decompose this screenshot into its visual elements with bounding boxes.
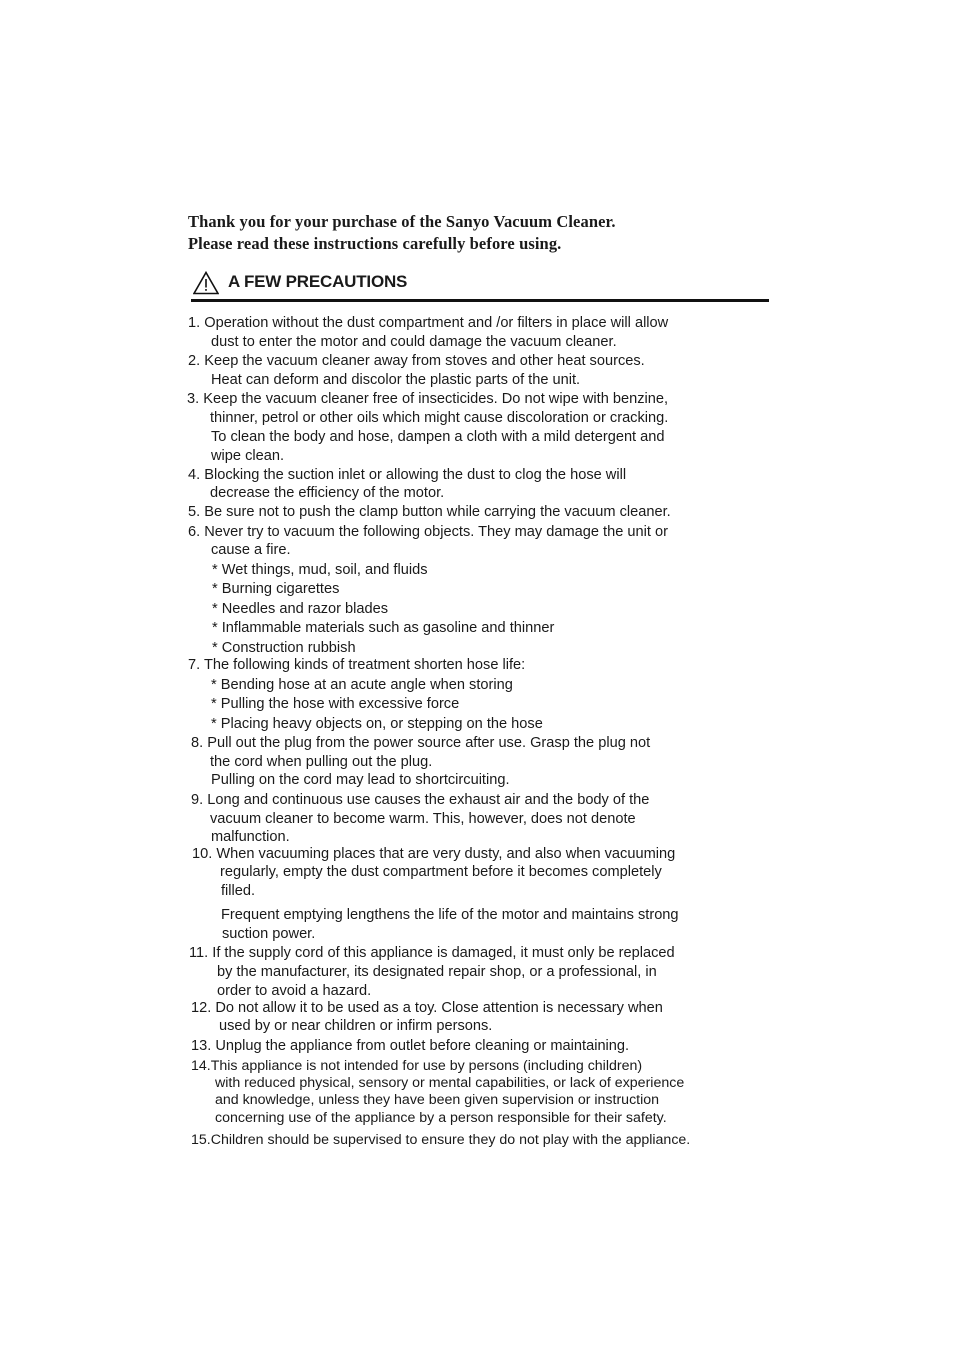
list-item: 1. Operation without the dust compartment and /or filters in place will allow [188, 315, 669, 331]
list-item: * Bending hose at an acute angle when storing [211, 677, 513, 693]
list-item: * Pulling the hose with excessive force [211, 696, 460, 712]
list-item: 8. Pull out the plug from the power source after use. Grasp the plug not [191, 735, 651, 751]
list-item: concerning use of the appliance by a person responsible for their safety. [215, 1110, 667, 1126]
list-item: 15.Children should be supervised to ensure they do not play with the appliance. [191, 1132, 691, 1148]
list-item: 4. Blocking the suction inlet or allowing the dust to clog the hose will [188, 467, 627, 483]
section-title: A FEW PRECAUTIONS [228, 272, 408, 291]
list-item: * Wet things, mud, soil, and fluids [212, 562, 428, 578]
list-item: suction power. [222, 926, 316, 942]
list-item: malfunction. [211, 829, 290, 845]
list-item: the cord when pulling out the plug. [210, 754, 433, 770]
list-item: regularly, empty the dust compartment before it becomes completely [220, 864, 662, 880]
list-item: order to avoid a hazard. [217, 983, 372, 999]
list-item: cause a fire. [211, 542, 291, 558]
heading-divider [191, 299, 769, 302]
list-item: 10. When vacuuming places that are very dusty, and also when vacuuming [192, 846, 676, 862]
list-item: 13. Unplug the appliance from outlet before cleaning or maintaining. [191, 1038, 630, 1054]
list-item: decrease the efficiency of the motor. [210, 485, 445, 501]
list-item: * Burning cigarettes [212, 581, 340, 597]
list-item: 6. Never try to vacuum the following objects. They may damage the unit or [188, 524, 668, 540]
list-item: To clean the body and hose, dampen a cloth with a mild detergent and [211, 429, 665, 445]
list-item: used by or near children or infirm persons. [219, 1018, 493, 1034]
list-item: 9. Long and continuous use causes the exhaust air and the body of the [191, 792, 650, 808]
list-item: Frequent emptying lengthens the life of the motor and maintains strong [221, 907, 679, 923]
intro-line: Thank you for your purchase of the Sanyo Vacuum Cleaner. [188, 212, 616, 231]
list-item: filled. [221, 883, 256, 899]
section-heading [191, 268, 769, 302]
list-item: 12. Do not allow it to be used as a toy. Close attention is necessary when [191, 1000, 663, 1016]
intro-line: Please read these instructions carefully before using. [188, 234, 562, 253]
list-item: * Inflammable materials such as gasoline and thinner [212, 620, 555, 636]
warning-triangle-icon [193, 271, 219, 295]
list-item: * Needles and razor blades [212, 601, 389, 617]
list-item: 7. The following kinds of treatment shorten hose life: [188, 657, 526, 673]
list-item: vacuum cleaner to become warm. This, however, does not denote [210, 811, 636, 827]
list-item: 5. Be sure not to push the clamp button while carrying the vacuum cleaner. [188, 504, 671, 520]
list-item: Heat can deform and discolor the plastic parts of the unit. [211, 372, 581, 388]
list-item: * Construction rubbish [212, 640, 356, 656]
list-item: * Placing heavy objects on, or stepping on the hose [211, 716, 543, 732]
list-item: by the manufacturer, its designated repair shop, or a professional, in [217, 964, 657, 980]
list-item: 2. Keep the vacuum cleaner away from stoves and other heat sources. [188, 353, 645, 369]
list-item: 3. Keep the vacuum cleaner free of insecticides. Do not wipe with benzine, [187, 391, 669, 407]
intro-text [188, 211, 788, 255]
list-item: thinner, petrol or other oils which might cause discoloration or cracking. [210, 410, 669, 426]
list-item: 14.This appliance is not intended for use by persons (including children) [191, 1058, 643, 1074]
list-item: Pulling on the cord may lead to shortcircuiting. [211, 772, 510, 788]
list-item: wipe clean. [211, 448, 285, 464]
list-item: and knowledge, unless they have been given supervision or instruction [215, 1092, 660, 1108]
list-item: dust to enter the motor and could damage the vacuum cleaner. [211, 334, 617, 350]
list-item: 11. If the supply cord of this appliance is damaged, it must only be replaced [189, 945, 675, 961]
list-item: with reduced physical, sensory or mental capabilities, or lack of experience [215, 1075, 685, 1091]
